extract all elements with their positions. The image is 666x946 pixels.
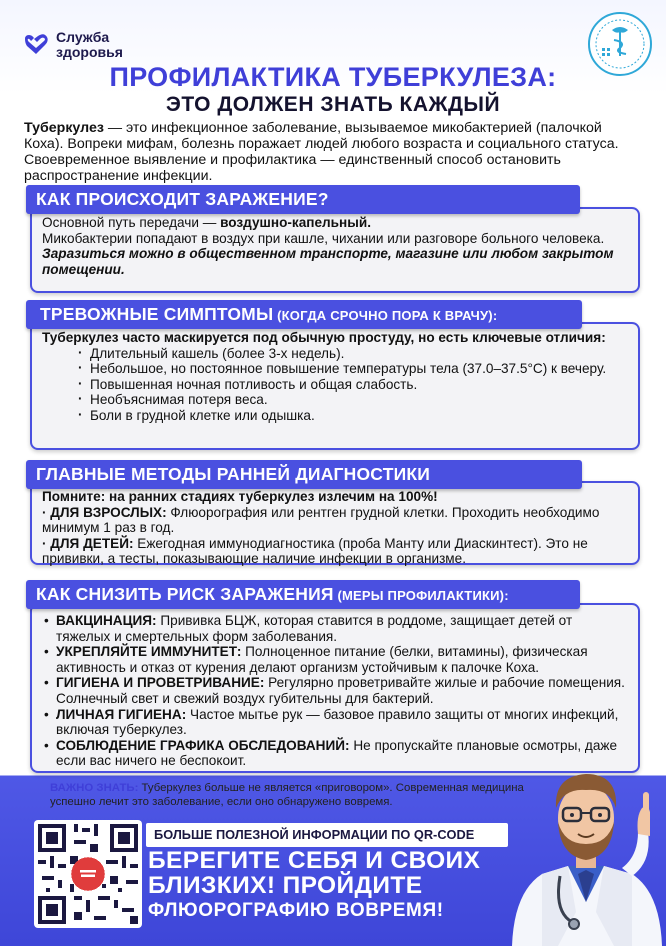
- prevention-text: Не пропускайте плановые осмотры, даже если вас ничего не беспокоит.: [56, 737, 618, 769]
- section-diagnostics-heading: ГЛАВНЫЕ МЕТОДЫ РАННЕЙ ДИАГНОСТИКИ: [26, 460, 582, 489]
- brand-line-1: Служба: [56, 29, 110, 45]
- infection-route: воздушно-капельный.: [220, 215, 371, 230]
- adults-label: · ДЛЯ ВЗРОСЛЫХ:: [42, 504, 167, 520]
- list-item: · Боли в грудной клетке или одышка.: [90, 408, 626, 424]
- list-item: · Небольшое, но постоянное повышение температуры тела (37.0–37.5°C) к вечеру.: [90, 361, 626, 377]
- prevention-label: ГИГИЕНА И ПРОВЕТРИВАНИЕ:: [56, 675, 265, 691]
- section-prevention-heading: [26, 580, 580, 609]
- page-title: ПРОФИЛАКТИКА ТУБЕРКУЛЕЗА:: [109, 62, 557, 92]
- cta-line-2: БЛИЗКИХ! ПРОЙДИТЕ: [148, 872, 423, 899]
- list-item: [56, 644, 626, 675]
- qr-code-icon: [38, 824, 138, 924]
- section-infection-heading: КАК ПРОИСХОДИТ ЗАРАЖЕНИЕ?: [26, 185, 580, 214]
- kids-label: · ДЛЯ ДЕТЕЙ:: [42, 535, 134, 551]
- kids-text: Ежегодная иммунодиагностика (проба Манту или Диаскинтест). Это не прививки, а тесты, показывающие наличие инфекции в организме.: [42, 535, 588, 567]
- prevention-list: [42, 613, 626, 769]
- symptoms-heading-note: (КОГДА СРОЧНО ПОРА К ВРАЧУ):: [273, 308, 498, 323]
- list-item: [56, 707, 626, 738]
- section-prevention-box: [30, 603, 640, 773]
- diagnostics-lead: [42, 489, 626, 505]
- prevention-text: Частое мытье рук — базовое правило защиты от многих инфекций, включая туберкулез.: [56, 706, 619, 738]
- note-text: Туберкулез больше не является «приговором». Современная медицина успешно лечит это заболевание, если оно обнаружено вовремя.: [50, 782, 524, 808]
- infection-emphasis: [42, 246, 626, 277]
- prevention-label: СОБЛЮДЕНИЕ ГРАФИКА ОБСЛЕДОВАНИЙ:: [56, 737, 350, 753]
- section-symptoms-box: [30, 322, 640, 450]
- brand-logo: [22, 30, 123, 60]
- diagnostics-adults: [42, 505, 626, 536]
- intro-paragraph: [24, 120, 642, 184]
- infection-line-1-prefix: Основной путь передачи —: [42, 215, 221, 230]
- intro-text: — это инфекционное заболевание, вызываемое микобактерией (палочкой Коха). Вопреки мифам, болезнь поражает людей любого возраста и социального статуса. Своевременное выявление и профилактика — единственный способ остановить распространение инфекции.: [24, 120, 619, 184]
- doctor-illustration: [492, 752, 666, 946]
- infection-emphasis-text: Заразиться можно в общественном транспорте, магазине или любом закрытом помещении.: [42, 246, 614, 277]
- call-to-action: [148, 848, 510, 923]
- list-item: · Повышенная ночная потливость и общая слабость.: [90, 377, 626, 393]
- prevention-text: Прививка БЦЖ, которая ставится в роддоме, защищает детей от тяжелых и смертельных форм заболевания.: [56, 613, 573, 644]
- prevention-label: УКРЕПЛЯЙТЕ ИММУНИТЕТ:: [56, 644, 242, 660]
- page-subtitle: ЭТО ДОЛЖЕН ЗНАТЬ КАЖДЫЙ: [165, 93, 501, 116]
- symptoms-lead-text: Туберкулез часто маскируется под обычную простуду, но есть ключевые отличия:: [42, 330, 606, 345]
- adults-text: Флюорография или рентген грудной клетки. Проходить необходимо минимум 1 раз в год.: [42, 504, 600, 536]
- qr-code[interactable]: [34, 820, 142, 928]
- prevention-heading-note: (МЕРЫ ПРОФИЛАКТИКИ):: [333, 588, 509, 603]
- cta-line-3: ФЛЮОРОГРАФИЮ ВОВРЕМЯ!: [148, 900, 444, 921]
- important-note: [50, 781, 530, 809]
- section-diagnostics-box: [30, 481, 640, 565]
- infection-line-2: Микобактерии попадают в воздух при кашле, чихании или разговоре больного человека.: [42, 230, 605, 246]
- cta-line-1: БЕРЕГИТЕ СЕБЯ И СВОИХ: [148, 847, 481, 874]
- list-item: · Необъяснимая потеря веса.: [90, 392, 626, 408]
- list-item: · Длительный кашель (более 3-х недель).: [90, 346, 626, 362]
- diagnostics-kids: [42, 536, 626, 567]
- prevention-label: ЛИЧНАЯ ГИГИЕНА:: [56, 706, 187, 722]
- note-label: ВАЖНО ЗНАТЬ:: [50, 782, 139, 794]
- list-item: [56, 675, 626, 706]
- section-infection-box: [30, 207, 640, 293]
- prevention-text: Регулярно проветривайте жилые и рабочие помещения. Солнечный свет и свежий воздух губительны для бактерий.: [56, 675, 625, 706]
- list-item: [56, 613, 626, 644]
- diagnostics-lead-text: Помните: на ранних стадиях туберкулез излечим на 100%!: [42, 489, 438, 504]
- prevention-heading-text: КАК СНИЗИТЬ РИСК ЗАРАЖЕНИЯ: [36, 584, 334, 604]
- symptoms-list: [42, 346, 626, 424]
- symptoms-heading-text: ТРЕВОЖНЫЕ СИМПТОМЫ: [40, 304, 274, 324]
- heart-check-icon: [22, 33, 50, 57]
- symptoms-lead: [42, 330, 626, 346]
- prevention-text: Полноценное питание (белки, витамины), физическая активность и отказ от курения делают организм устойчивым к палочке Коха.: [56, 644, 588, 675]
- more-info-banner: БОЛЬШЕ ПОЛЕЗНОЙ ИНФОРМАЦИИ ПО QR-CODE: [146, 823, 508, 847]
- prevention-label: ВАКЦИНАЦИЯ:: [56, 613, 157, 628]
- infection-line-1: [42, 215, 626, 231]
- intro-term: Туберкулез: [24, 120, 104, 136]
- brand-line-2: здоровья: [56, 44, 123, 60]
- section-symptoms-heading: [26, 300, 582, 329]
